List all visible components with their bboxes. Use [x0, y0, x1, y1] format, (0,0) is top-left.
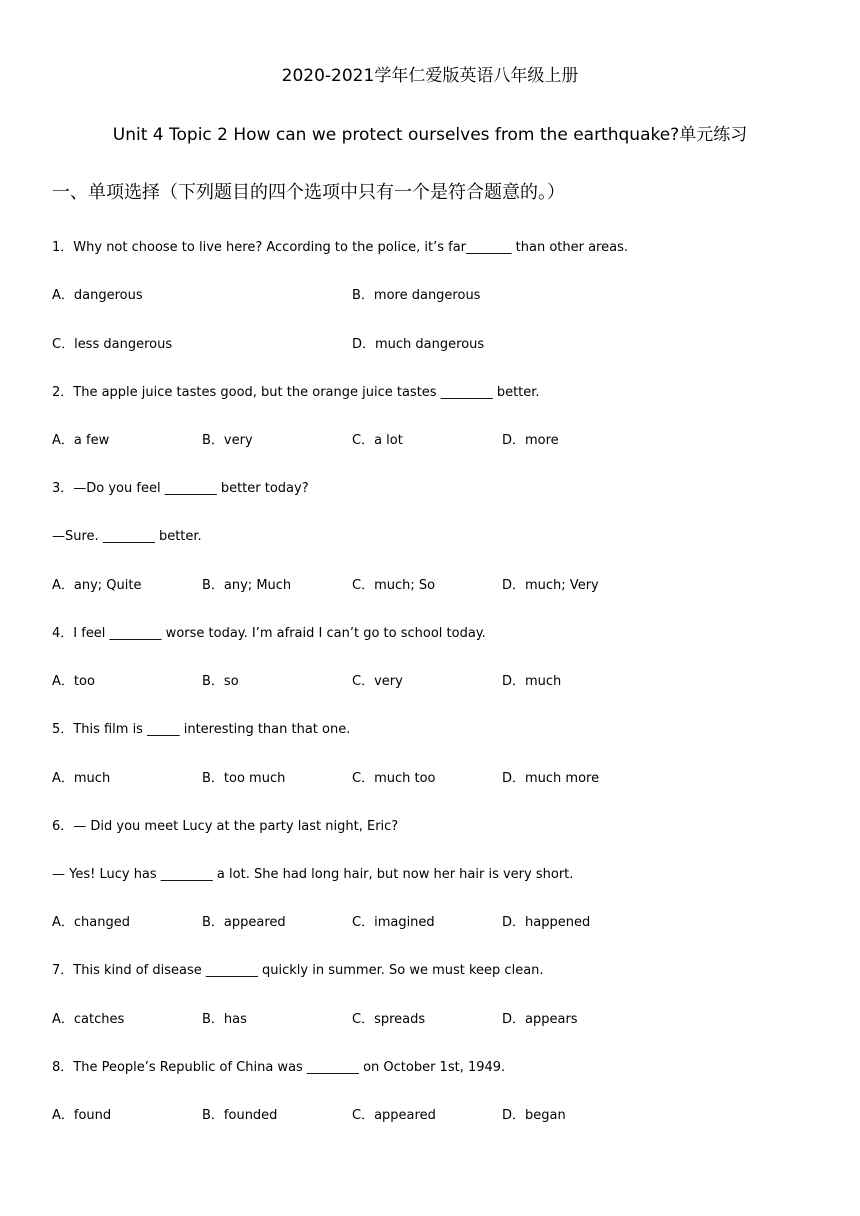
question-7-option-a: A．catches — [52, 1012, 125, 1027]
question-4-stem: 4．I feel ________ worse today. I’m afraid I can’t go to school today. — [52, 626, 486, 641]
question-6-option-b: B．appeared — [202, 915, 286, 930]
question-6-option-d: D．happened — [502, 915, 591, 930]
question-3-stem: 3．—Do you feel ________ better today? — [52, 481, 309, 496]
question-5-option-a: A．much — [52, 771, 111, 786]
question-8-option-c: C．appeared — [352, 1108, 436, 1123]
question-2-option-c: C．a lot — [352, 433, 403, 448]
question-3-option-c: C．much; So — [352, 578, 436, 593]
question-2-option-a: A．a few — [52, 433, 110, 448]
section-heading: 一、单项选择（下列题目的四个选项中只有一个是符合题意的。） — [52, 182, 565, 203]
question-8-option-a: A．found — [52, 1108, 112, 1123]
question-3-stem-reply: —Sure. ________ better. — [52, 529, 202, 544]
document-title: 2020-2021学年仁爱版英语八年级上册 — [281, 66, 579, 86]
question-6-stem: 6．— Did you meet Lucy at the party last night, Eric? — [52, 819, 399, 834]
question-8-option-b: B．founded — [202, 1108, 278, 1123]
question-4-option-c: C．very — [352, 674, 403, 689]
question-1-stem: 1．Why not choose to live here? According to the police, it’s far_______ than other areas. — [52, 240, 628, 255]
question-7-option-c: C．spreads — [352, 1012, 426, 1027]
question-5-option-b: B．too much — [202, 771, 286, 786]
question-5-option-d: D．much more — [502, 771, 600, 786]
question-1-option-c: C．less dangerous — [52, 337, 173, 352]
question-4-option-b: B．so — [202, 674, 239, 689]
question-4-option-d: D．much — [502, 674, 562, 689]
question-6-stem-reply: — Yes! Lucy has ________ a lot. She had long hair, but now her hair is very short. — [52, 867, 574, 882]
question-7-stem: 7．This kind of disease ________ quickly in summer. So we must keep clean. — [52, 963, 544, 978]
document-subtitle: Unit 4 Topic 2 How can we protect ourselves from the earthquake?单元练习 — [112, 125, 748, 145]
question-1-option-b: B．more dangerous — [352, 288, 481, 303]
question-4-option-a: A．too — [52, 674, 95, 689]
question-5-option-c: C．much too — [352, 771, 436, 786]
question-6-option-c: C．imagined — [352, 915, 435, 930]
question-2-option-d: D．more — [502, 433, 559, 448]
question-8-stem: 8．The People’s Republic of China was ________ on October 1st, 1949. — [52, 1060, 506, 1075]
question-7-option-b: B．has — [202, 1012, 247, 1027]
question-2-option-b: B．very — [202, 433, 253, 448]
question-8-option-d: D．began — [502, 1108, 566, 1123]
question-1-option-a: A．dangerous — [52, 288, 143, 303]
question-7-option-d: D．appears — [502, 1012, 578, 1027]
question-2-stem: 2．The apple juice tastes good, but the orange juice tastes ________ better. — [52, 385, 540, 400]
question-3-option-d: D．much; Very — [502, 578, 599, 593]
question-1-option-d: D．much dangerous — [352, 337, 485, 352]
question-6-option-a: A．changed — [52, 915, 130, 930]
question-3-option-a: A．any; Quite — [52, 578, 142, 593]
question-5-stem: 5．This film is _____ interesting than that one. — [52, 722, 351, 737]
question-3-option-b: B．any; Much — [202, 578, 292, 593]
